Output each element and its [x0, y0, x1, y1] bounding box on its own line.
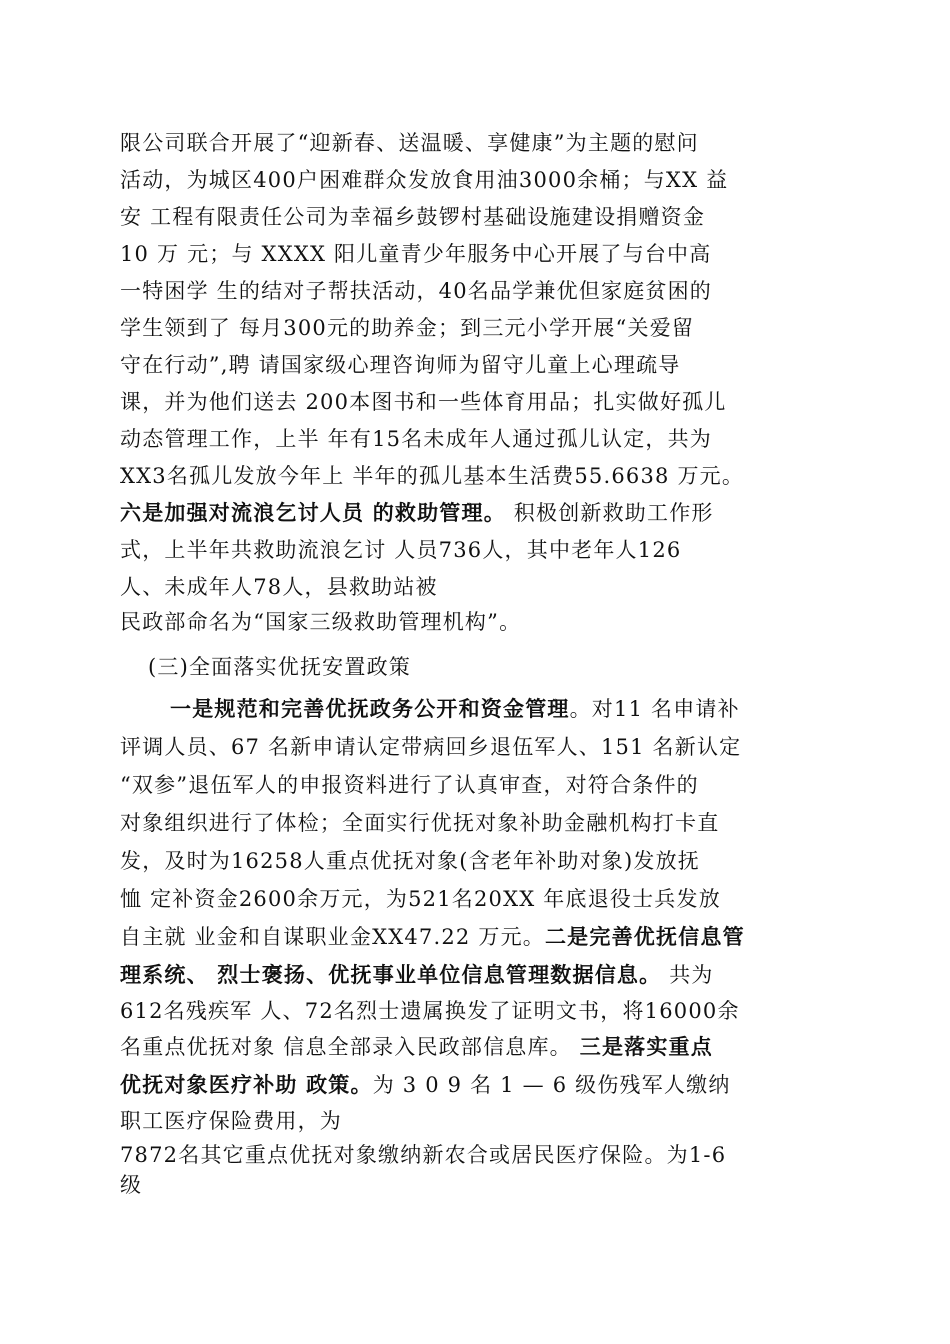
paragraph-line: 民政部命名为“国家三级救助管理机构”。 — [120, 610, 522, 634]
body-text: 名重点优抚对象 信息全部录入民政部信息库。 — [120, 1035, 580, 1059]
emphasis-text: 三是落实重点 — [579, 1034, 713, 1059]
paragraph-line — [120, 1028, 713, 1066]
emphasis-text: 二是完善优抚信息管 — [544, 924, 745, 949]
paragraph-line: 动态管理工作，上半 年有15名未成年人通过孤儿认定，共为 — [120, 427, 712, 451]
body-text: 为 3 0 9 名 1 — 6 级伤残军人缴纳 — [372, 1073, 731, 1097]
paragraph-line: 守在行动”,聘 请国家级心理咨询师为留守儿童上心理疏导 — [120, 353, 681, 377]
paragraph-line: 7872名其它重点优抚对象缴纳新农合或居民医疗保险。为1-6 — [120, 1143, 727, 1167]
paragraph-line: 职工医疗保险费用，为 — [120, 1109, 342, 1133]
paragraph-line: “双参”退伍军人的申报资料进行了认真审查，对符合条件的 — [120, 773, 699, 797]
paragraph-line — [170, 690, 740, 728]
section-heading: (三)全面落实优抚安置政策 — [148, 655, 411, 679]
paragraph-line: 课，并为他们送去 200本图书和一些体育用品；扎实做好孤儿 — [120, 390, 727, 414]
paragraph-line — [120, 1066, 731, 1104]
paragraph-line: 恤 定补资金2600余万元，为521名20XX 年底退役士兵发放 — [120, 887, 721, 911]
emphasis-text: 六是加强对流浪乞讨人员 的救助管理。 — [120, 500, 506, 525]
paragraph-line: 612名残疾军 人、72名烈士遗属换发了证明文书，将16000余 — [120, 999, 740, 1023]
emphasis-text: 理系统、 烈士褒扬、优抚事业单位信息管理数据信息。 — [120, 962, 662, 987]
paragraph-line — [120, 956, 714, 994]
paragraph-line — [120, 918, 745, 956]
emphasis-text: 优抚对象医疗补助 政策。 — [120, 1072, 373, 1097]
body-text: 共为 — [661, 963, 714, 987]
body-text: 积极创新救助工作形 — [505, 501, 714, 525]
paragraph-line: 活动，为城区400户困难群众发放食用油3000余桶；与XX 益 — [120, 168, 729, 192]
paragraph-line: 评调人员、67 名新申请认定带病回乡退伍军人、151 名新认定 — [120, 735, 742, 759]
paragraph-line: 学生领到了 每月300元的助养金；到三元小学开展“关爱留 — [120, 316, 695, 340]
paragraph-line: 对象组织进行了体检；全面实行优抚对象补助金融机构打卡直 — [120, 811, 720, 835]
paragraph-line: 级 — [120, 1173, 143, 1197]
paragraph-line: XX3名孤儿发放今年上 半年的孤儿基本生活费55.6638 万元。 — [120, 464, 745, 488]
paragraph-line: 发，及时为16258人重点优抚对象(含老年补助对象)发放抚 — [120, 849, 700, 873]
paragraph-line: 一特困学 生的结对子帮扶活动，40名品学兼优但家庭贫困的 — [120, 279, 712, 303]
body-text: 自主就 业金和自谋职业金XX47.22 万元。 — [120, 925, 545, 949]
body-text: 。对11 名申请补 — [569, 697, 740, 721]
paragraph-line: 安 工程有限责任公司为幸福乡鼓锣村基础设施建设捐赠资金 — [120, 205, 706, 229]
paragraph-line: 限公司联合开展了“迎新春、送温暖、享健康”为主题的慰问 — [120, 131, 699, 155]
paragraph-line — [120, 494, 714, 532]
paragraph-line: 人、未成年人78人，县救助站被 — [120, 575, 438, 599]
paragraph-line: 式，上半年共救助流浪乞讨 人员736人，其中老年人126 — [120, 538, 682, 562]
paragraph-line: 10 万 元；与 XXXX 阳儿童青少年服务中心开展了与台中高 — [120, 242, 712, 266]
emphasis-text: 一是规范和完善优抚政务公开和资金管理 — [170, 696, 570, 721]
